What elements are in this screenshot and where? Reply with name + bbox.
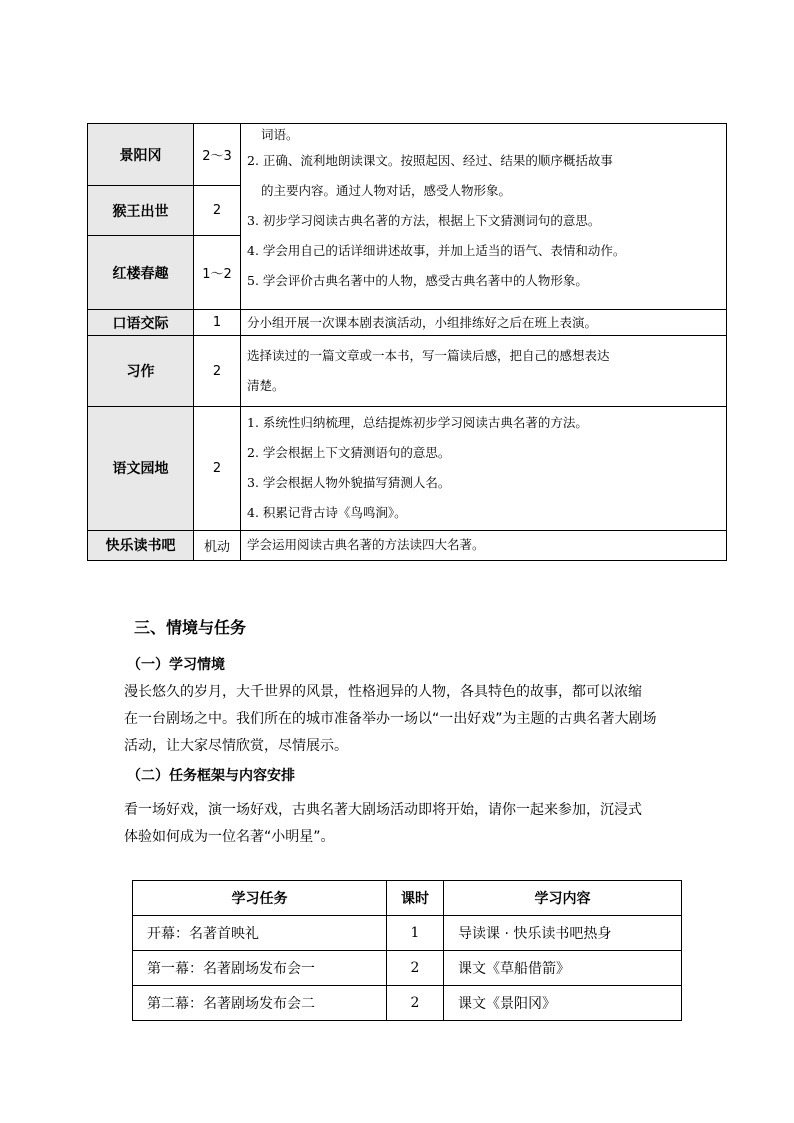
table-row <box>133 916 682 951</box>
goal-line: 1. 系统性归纳梳理，总结提炼初步学习阅读古典名著的方法。 <box>247 415 588 431</box>
framework-paragraph <box>124 797 724 851</box>
paragraph-line: 体验如何成为一位名著“小明星”。 <box>124 829 335 845</box>
content-cell: 课文《草船借箭》 <box>444 951 682 986</box>
table-row <box>133 951 682 986</box>
content-cell: 导读课 · 快乐读书吧热身 <box>444 916 682 951</box>
unit-hours-cell: 1～2 <box>194 236 241 310</box>
goal-line: 4. 学会用自己的话详细讲述故事，并加上适当的语气、表情和动作。 <box>247 243 626 258</box>
unit-hours-cell: 2 <box>194 186 241 236</box>
unit-name-cell: 红楼春趣 <box>88 236 194 310</box>
goal-line: 学会运用阅读古典名著的方法读四大名著。 <box>247 537 485 553</box>
reading-bar-goal-cell <box>241 530 727 560</box>
header-task: 学习任务 <box>133 881 387 916</box>
hours-cell: 2 <box>387 951 444 986</box>
unit-name-cell: 口语交际 <box>88 310 194 336</box>
goal-line: 分小组开展一次课本剧表演活动，小组排练好之后在班上表演。 <box>247 314 598 330</box>
goal-line: 3. 初步学习阅读古典名著的方法，根据上下文猜测词句的意思。 <box>247 213 601 228</box>
table-row <box>133 986 682 1021</box>
oral-goal-cell <box>241 310 727 336</box>
scenario-paragraph <box>124 679 724 760</box>
unit-name-cell: 景阳冈 <box>88 124 194 186</box>
unit-plan-table <box>87 123 727 561</box>
section-title: 三、情境与任务 <box>134 618 247 637</box>
goal-line: 5. 学会评价古典名著中的人物，感受古典名著中的人物形象。 <box>247 273 588 288</box>
unit-name-cell: 猴王出世 <box>88 186 194 236</box>
goal-line: 词语。 <box>261 127 299 142</box>
header-hours: 课时 <box>387 881 444 916</box>
hours-cell: 2 <box>387 986 444 1021</box>
goal-line: 2. 学会根据上下文猜测语句的意思。 <box>247 445 451 461</box>
unit-hours-cell: 2 <box>194 406 241 530</box>
reading-goals-cell <box>241 124 727 310</box>
subsection-title-scenario: （一）学习情境 <box>127 657 225 673</box>
header-content: 学习内容 <box>444 881 682 916</box>
writing-goals-cell <box>241 336 727 406</box>
goal-line: 的主要内容。通过人物对话，感受人物形象。 <box>261 183 512 198</box>
goal-line: 清楚。 <box>247 378 285 394</box>
task-cell: 第一幕：名著剧场发布会一 <box>133 951 387 986</box>
task-cell: 开幕：名著首映礼 <box>133 916 387 951</box>
task-framework-table <box>132 880 682 1021</box>
task-cell: 第二幕：名著剧场发布会二 <box>133 986 387 1021</box>
paragraph-line: 漫长悠久的岁月，大千世界的风景，性格迥异的人物，各具特色的故事，都可以浓缩 <box>124 684 642 700</box>
unit-hours-cell: 机动 <box>194 530 241 560</box>
unit-name-cell: 快乐读书吧 <box>88 530 194 560</box>
subsection-title-framework: （二）任务框架与内容安排 <box>127 768 295 784</box>
paragraph-line: 在一台剧场之中。我们所在的城市准备举办一场以“一出好戏”为主题的古典名著大剧场 <box>124 711 657 727</box>
garden-goals-cell <box>241 406 727 530</box>
goal-line: 4. 积累记背古诗《鸟鸣涧》。 <box>247 505 407 521</box>
unit-name-cell: 习作 <box>88 336 194 406</box>
goal-line: 2. 正确、流利地朗读课文。按照起因、经过、结果的顺序概括故事 <box>247 153 613 168</box>
content-cell: 课文《景阳冈》 <box>444 986 682 1021</box>
paragraph-line: 活动，让大家尽情欣赏，尽情展示。 <box>124 738 348 754</box>
goal-line: 3. 学会根据人物外貌描写猜测人名。 <box>247 475 451 491</box>
unit-hours-cell: 1 <box>194 310 241 336</box>
hours-cell: 1 <box>387 916 444 951</box>
unit-hours-cell: 2～3 <box>194 124 241 186</box>
goal-line: 选择读过的一篇文章或一本书，写一篇读后感，把自己的感想表达 <box>247 348 610 364</box>
unit-name-cell: 语文园地 <box>88 406 194 530</box>
paragraph-line: 看一场好戏，演一场好戏，古典名著大剧场活动即将开始，请你一起来参加，沉浸式 <box>124 802 642 818</box>
unit-hours-cell: 2 <box>194 336 241 406</box>
